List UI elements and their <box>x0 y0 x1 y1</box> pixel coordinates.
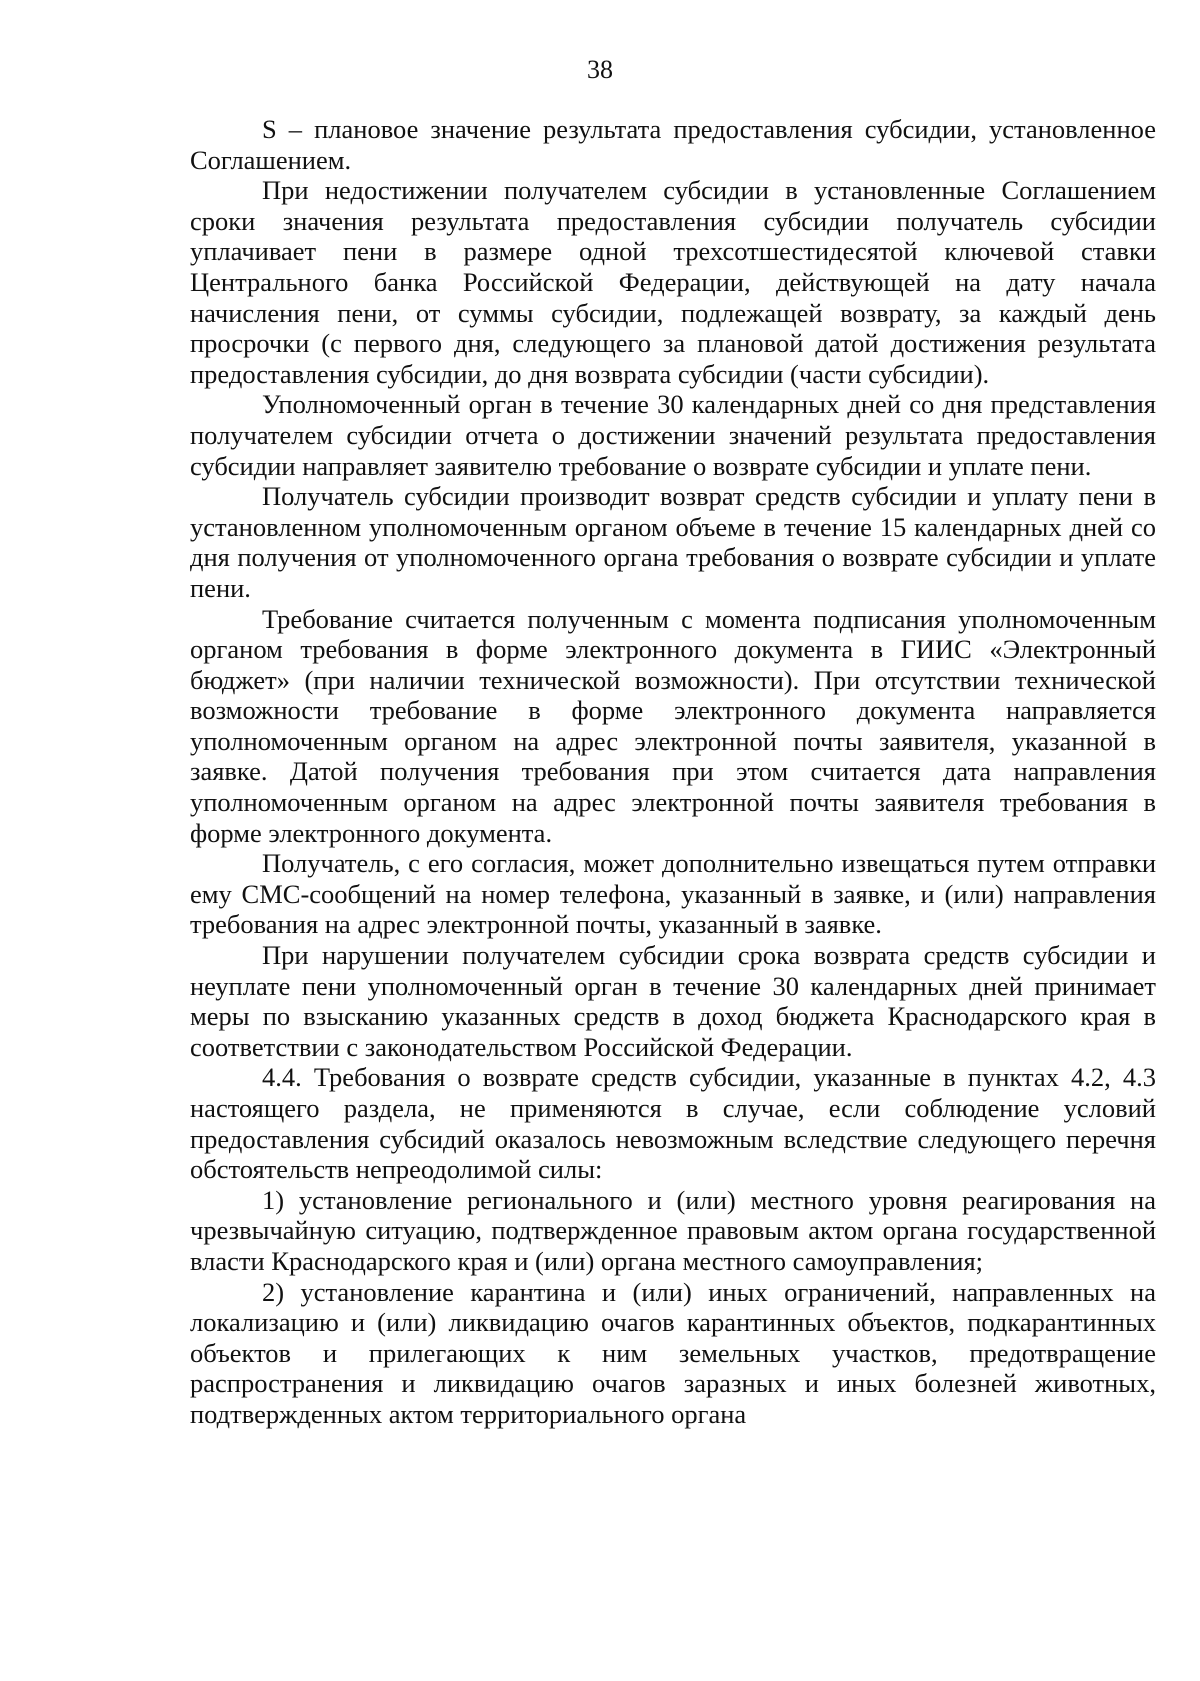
paragraph-penalty: При недостижении получателем субсидии в установленные Соглашением сроки значения результата предоставления субсидии получатель субсидии уплачивает пени в размере одной трехсотшестидесятой ключевой ставки Центрального банка Российской Федерации, действующей на дату начала начисления пени, от суммы субсидии, подлежащей возврату, за каждый день просрочки (с первого дня, следующего за плановой датой достижения результата предоставления субсидии, до дня возврата субсидии (части субсидии). <box>190 175 1156 389</box>
paragraph-authority-demand: Уполномоченный орган в течение 30 календарных дней со дня представления получателем субсидии отчета о достижении значений результата предоставления субсидии направляет заявителю требование о возврате субсидии и уплате пени. <box>190 389 1156 481</box>
paragraph-s-definition: S – плановое значение результата предоставления субсидии, установленное Соглашением. <box>190 114 1156 175</box>
list-item-2: 2) установление карантина и (или) иных ограничений, направленных на локализацию и (или) ликвидацию очагов карантинных объектов, подкарантинных объектов и прилегающих к ним земельных участков, предотвращение распространения и ликвидацию очагов заразных и иных болезней животных, подтвержденных актом территориального органа <box>190 1276 1156 1429</box>
page-number: 38 <box>587 55 613 84</box>
paragraph-refund: Получатель субсидии производит возврат средств субсидии и уплату пени в установленном уполномоченным органом объеме в течение 15 календарных дней со дня получения от уполномоченного органа требования о возврате субсидии и уплате пени. <box>190 481 1156 603</box>
paragraph-demand-received: Требование считается полученным с момента подписания уполномоченным органом требования в форме электронного документа в ГИИС «Электронный бюджет» (при наличии технической возможности). При отсутствии технической возможности требование в форме электронного документа направляется уполномоченным органом на адрес электронной почты заявителя, указанной в заявке. Датой получения требования при этом считается дата направления уполномоченным органом на адрес электронной почты заявителя требования в форме электронного документа. <box>190 603 1156 848</box>
paragraph-sms-notice: Получатель, с его согласия, может дополнительно извещаться путем отправки ему СМС-сообщений на номер телефона, указанный в заявке, и (или) направления требования на адрес электронной почты, указанный в заявке. <box>190 848 1156 940</box>
document-body <box>190 114 1156 1430</box>
paragraph-4-4: 4.4. Требования о возврате средств субсидии, указанные в пунктах 4.2, 4.3 настоящего раздела, не применяются в случае, если соблюдение условий предоставления субсидий оказалось невозможным вследствие следующего перечня обстоятельств непреодолимой силы: <box>190 1062 1156 1185</box>
list-item-1: 1) установление регионального и (или) местного уровня реагирования на чрезвычайную ситуацию, подтвержденное правовым актом органа государственной власти Краснодарского края и (или) органа местного самоуправления; <box>190 1184 1156 1276</box>
paragraph-enforcement: При нарушении получателем субсидии срока возврата средств субсидии и неуплате пени уполномоченный орган в течение 30 календарных дней принимает меры по взысканию указанных средств в доход бюджета Краснодарского края в соответствии с законодательством Российской Федерации. <box>190 940 1156 1062</box>
